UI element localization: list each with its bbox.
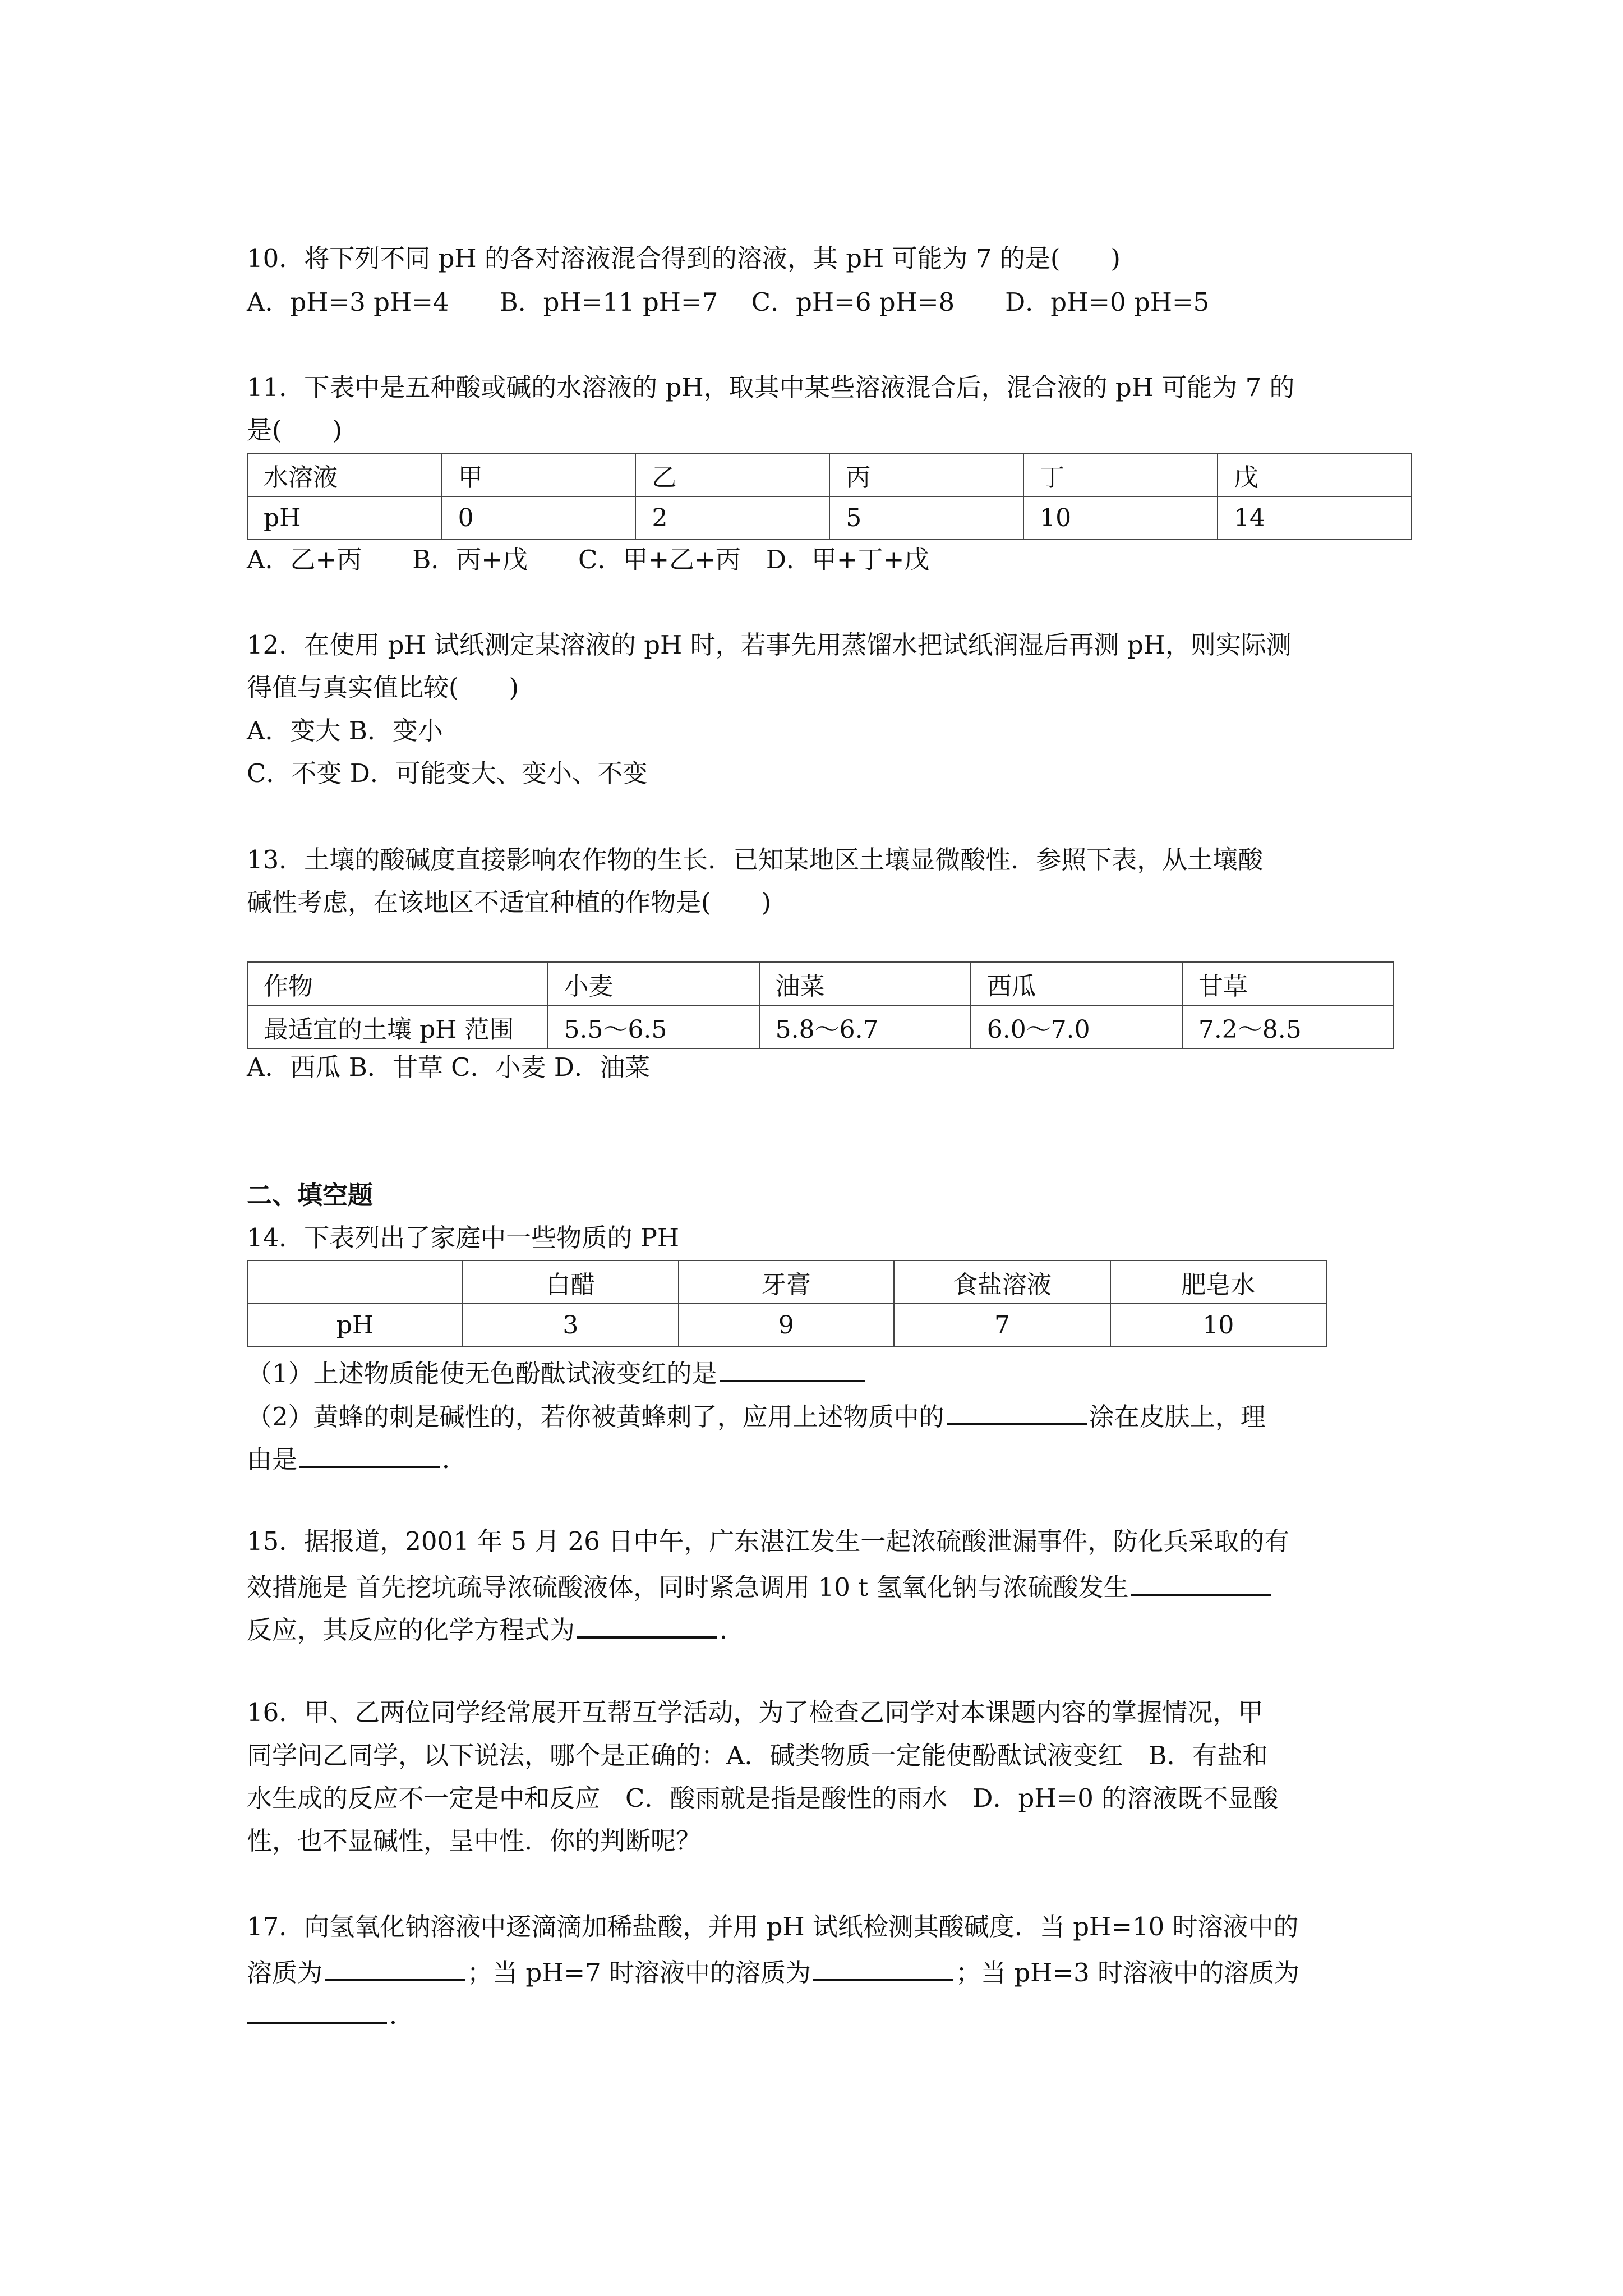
table-cell: 9 <box>679 1304 894 1347</box>
table-cell: 作物 <box>247 962 548 1005</box>
q11-stem-line2: 是( ) <box>247 415 343 445</box>
q11-options: A．乙+丙 B．丙+戊 C．甲+乙+丙 D．甲+丁+戊 <box>247 545 930 574</box>
answer-blank[interactable] <box>325 1957 465 1981</box>
table-cell: 水溶液 <box>247 453 442 496</box>
q14-sub2 <box>247 1401 1266 1432</box>
table-cell: 14 <box>1218 496 1412 540</box>
table-cell: 5 <box>829 496 1023 540</box>
answer-blank[interactable] <box>720 1358 865 1382</box>
q17-line2 <box>247 1957 1299 1985</box>
table-cell: 牙膏 <box>679 1260 894 1304</box>
table-cell: 10 <box>1023 496 1218 540</box>
q14-stem: 14．下表列出了家庭中一些物质的 PH <box>247 1223 680 1253</box>
answer-blank[interactable] <box>813 1957 953 1981</box>
q15-line3-text-b: ． <box>720 1615 745 1645</box>
answer-blank[interactable] <box>947 1401 1087 1425</box>
table-row <box>247 1304 1326 1347</box>
q15-line1: 15．据报道，2001 年 5 月 26 日中午，广东湛江发生一起浓硫酸泄漏事件，防化兵采取的有 <box>247 1526 1290 1556</box>
table-cell <box>247 1260 463 1304</box>
table-cell: 0 <box>442 496 636 540</box>
q17-line2-text-b: ；当 pH=7 时溶液中的溶质为 <box>467 1958 811 1987</box>
q13-stem-line2: 碱性考虑，在该地区不适宜种植的作物是( ) <box>247 887 772 917</box>
table-cell: 乙 <box>635 453 829 496</box>
q16-line2: 同学问乙同学，以下说法，哪个是正确的：A．碱类物质一定能使酚酞试液变红 B．有盐和 <box>247 1741 1268 1770</box>
table-row <box>247 453 1412 496</box>
table-cell: 3 <box>463 1304 678 1347</box>
table-row <box>247 1260 1326 1304</box>
q16-line1: 16．甲、乙两位同学经常展开互帮互学活动，为了检查乙同学对本课题内容的掌握情况，甲 <box>247 1697 1264 1727</box>
q14-sub2-text-d: ． <box>442 1444 468 1474</box>
q15-line3-text-a: 反应，其反应的化学方程式为 <box>247 1615 575 1645</box>
table-cell: 5.8～6.7 <box>759 1005 971 1048</box>
q14-sub2-text-c: 由是 <box>247 1444 298 1474</box>
table-cell: 白醋 <box>463 1260 678 1304</box>
q12-stem-line1: 12．在使用 pH 试纸测定某溶液的 pH 时，若事先用蒸馏水把试纸润湿后再测 pH，则实际测 <box>247 630 1292 660</box>
q14-sub1-text: （1）上述物质能使无色酚酞试液变红的是 <box>247 1359 717 1388</box>
q17-line1: 17．向氢氧化钠溶液中逐滴滴加稀盐酸，并用 pH 试纸检测其酸碱度．当 pH=10 时溶液中的 <box>247 1912 1299 1941</box>
q12-stem-line2: 得值与真实值比较( ) <box>247 673 519 702</box>
table-cell: 7 <box>894 1304 1110 1347</box>
table-cell: 甘草 <box>1182 962 1394 1005</box>
table-cell: 戊 <box>1218 453 1412 496</box>
q13-stem-line1: 13．土壤的酸碱度直接影响农作物的生长．已知某地区土壤显微酸性．参照下表，从土壤酸 <box>247 845 1264 875</box>
table-cell: 肥皂水 <box>1110 1260 1326 1304</box>
q14-sub2-text-b: 涂在皮肤上，理 <box>1089 1402 1266 1432</box>
q17-line3 <box>247 1999 414 2028</box>
answer-blank[interactable] <box>577 1614 717 1639</box>
table-cell: 丙 <box>829 453 1023 496</box>
table-cell: 2 <box>635 496 829 540</box>
q14-sub2-cont <box>247 1443 467 1472</box>
table-row <box>247 1005 1394 1048</box>
q15-line2 <box>247 1571 1274 1600</box>
table-cell: 油菜 <box>759 962 971 1005</box>
table-cell: pH <box>247 1304 463 1347</box>
table-cell: 甲 <box>442 453 636 496</box>
answer-blank[interactable] <box>1131 1571 1271 1596</box>
q13-options: A．西瓜 B．甘草 C．小麦 D．油菜 <box>247 1052 650 1082</box>
table-cell: 丁 <box>1023 453 1218 496</box>
answer-blank[interactable] <box>247 1999 387 2024</box>
q14-table <box>247 1260 1327 1347</box>
q15-line3 <box>247 1614 745 1645</box>
table-cell: 最适宜的土壤 pH 范围 <box>247 1005 548 1048</box>
table-row <box>247 962 1394 1005</box>
q11-stem-line1: 11．下表中是五种酸或碱的水溶液的 pH，取其中某些溶液混合后，混合液的 pH 可能为 7 的 <box>247 372 1295 402</box>
q14-sub1 <box>247 1358 868 1386</box>
table-cell: 7.2～8.5 <box>1182 1005 1394 1048</box>
table-cell: 6.0～7.0 <box>971 1005 1182 1048</box>
answer-blank[interactable] <box>299 1443 440 1468</box>
q10-options: A．pH=3 pH=4 B．pH=11 pH=7 C．pH=6 pH=8 D．pH=0 pH=5 <box>247 287 1210 317</box>
q17-line2-text-c: ；当 pH=3 时溶液中的溶质为 <box>956 1958 1300 1987</box>
table-cell: pH <box>247 496 442 540</box>
q11-table <box>247 453 1412 540</box>
table-row <box>247 496 1412 540</box>
q12-options-line1: A．变大 B．变小 <box>247 716 443 746</box>
q17-line3-text: ． <box>389 2000 415 2030</box>
q12-options-line2: C．不变 D．可能变大、变小、不变 <box>247 758 648 788</box>
table-cell: 小麦 <box>548 962 759 1005</box>
q16-line4: 性，也不显碱性，呈中性．你的判断呢？ <box>247 1826 702 1856</box>
table-cell: 西瓜 <box>971 962 1182 1005</box>
q17-line2-text-a: 溶质为 <box>247 1958 323 1987</box>
table-cell: 食盐溶液 <box>894 1260 1110 1304</box>
q16-line3: 水生成的反应不一定是中和反应 C．酸雨就是指是酸性的雨水 D．pH=0 的溶液既不显酸 <box>247 1783 1279 1813</box>
q10-stem: 10．将下列不同 pH 的各对溶液混合得到的溶液，其 pH 可能为 7 的是( ) <box>247 243 1121 273</box>
q14-sub2-text-a: （2）黄蜂的刺是碱性的，若你被黄蜂刺了，应用上述物质中的 <box>247 1402 944 1432</box>
q13-table <box>247 961 1394 1049</box>
section-title: 二、填空题 <box>247 1180 374 1210</box>
table-cell: 10 <box>1110 1304 1326 1347</box>
q15-line2-text: 效措施是 首先挖坑疏导浓硫酸液体，同时紧急调用 10 t 氢氧化钠与浓硫酸发生 <box>247 1572 1129 1602</box>
table-cell: 5.5～6.5 <box>548 1005 759 1048</box>
